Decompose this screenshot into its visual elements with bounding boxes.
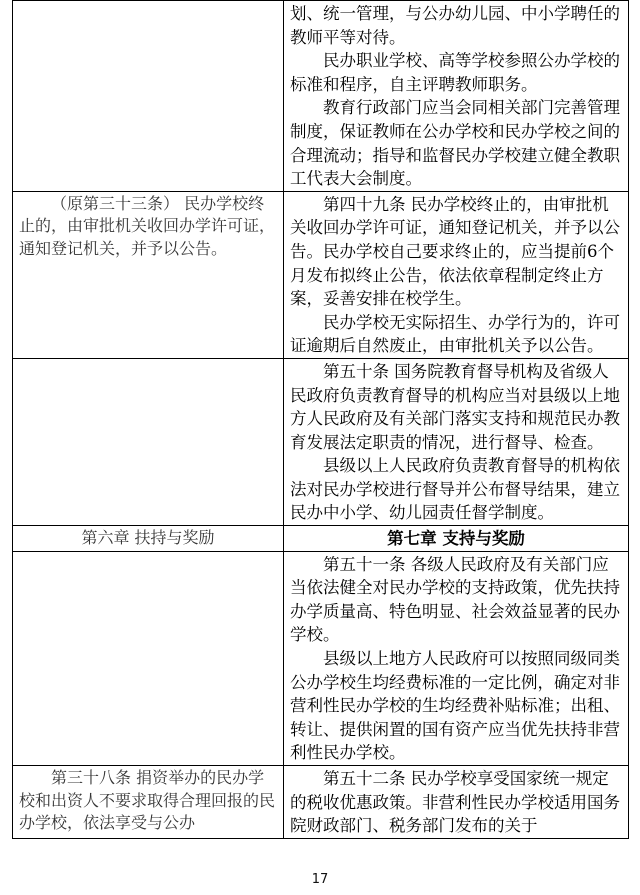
old-text-cell: [13, 766, 284, 839]
new-text-cell: [284, 1, 629, 192]
paragraph: 教育行政部门应当会同相关部门完善管理制度，保证教师在公办学校和民办学校之间的合理流动；指导和监督民办学校建立健全教职工代表大会制度。: [290, 98, 620, 189]
paragraph: 划、统一管理，与公办幼儿园、中小学聘任的教师平等对待。: [290, 4, 620, 47]
new-text-cell: [284, 551, 629, 765]
new-chapter-heading: 第七章 支持与奖励: [284, 526, 629, 552]
old-text-cell: [13, 358, 284, 525]
old-text-cell: [13, 1, 284, 192]
paragraph: 第四十九条 民办学校终止的，由审批机关收回办学许可证，通知登记机关，并予以公告。民办学校自己要求终止的，应当提前6个月发布拟终止公告，依法依章程制定终止方案，妥善安排在校学生。: [290, 194, 620, 309]
table-row: [13, 551, 629, 765]
new-text-cell: [284, 358, 629, 525]
paragraph: 民办学校无实际招生、办学行为的，许可证逾期后自然废止，由审批机关予以公告。: [290, 312, 620, 356]
old-chapter-heading: 第六章 扶持与奖励: [13, 526, 284, 552]
old-text-cell: [13, 551, 284, 765]
paragraph: 第五十条 国务院教育督导机构及省级人民政府负责教育督导的机构应当对县级以上地方人民政府及有关部门落实支持和规范民办教育发展法定职责的情况，进行督导、检查。: [290, 361, 620, 452]
old-text-cell: [13, 191, 284, 358]
paragraph: 第五十二条 民办学校享受国家统一规定的税收优惠政策。非营利性民办学校适用国务院财政部门、税务部门发布的关于: [290, 769, 620, 836]
chapter-row: [13, 526, 629, 552]
new-text-cell: [284, 766, 629, 839]
paragraph: 第五十一条 各级人民政府及有关部门应当依法健全对民办学校的支持政策，优先扶持办学质量高、特色明显、社会效益显著的民办学校。: [290, 554, 620, 645]
table-row: [13, 358, 629, 525]
comparison-table: [12, 0, 629, 839]
paragraph: 县级以上地方人民政府可以按照同级同类公办学校生均经费标准的一定比例，确定对非营利性民办学校的生均经费补贴标准；出租、转让、提供闲置的国有资产应当优先扶持非营利性民办学校。: [290, 649, 620, 763]
table-row: [13, 191, 629, 358]
paragraph: 第三十八条 捐资举办的民办学校和出资人不要求取得合理回报的民办学校，依法享受与公办: [19, 768, 276, 832]
page-number: 17: [311, 872, 329, 887]
paragraph: 民办职业学校、高等学校参照公办学校的标准和程序，自主评聘教师职务。: [290, 51, 620, 94]
table-row: [13, 766, 629, 839]
new-text-cell: [284, 191, 629, 358]
paragraph: （原第三十三条） 民办学校终止的，由审批机关收回办学许可证，通知登记机关，并予以公告。: [19, 193, 276, 258]
table-row: [13, 1, 629, 192]
paragraph: 县级以上人民政府负责教育督导的机构依法对民办学校进行督导并公布督导结果，建立民办中小学、幼儿园责任督学制度。: [290, 456, 620, 523]
